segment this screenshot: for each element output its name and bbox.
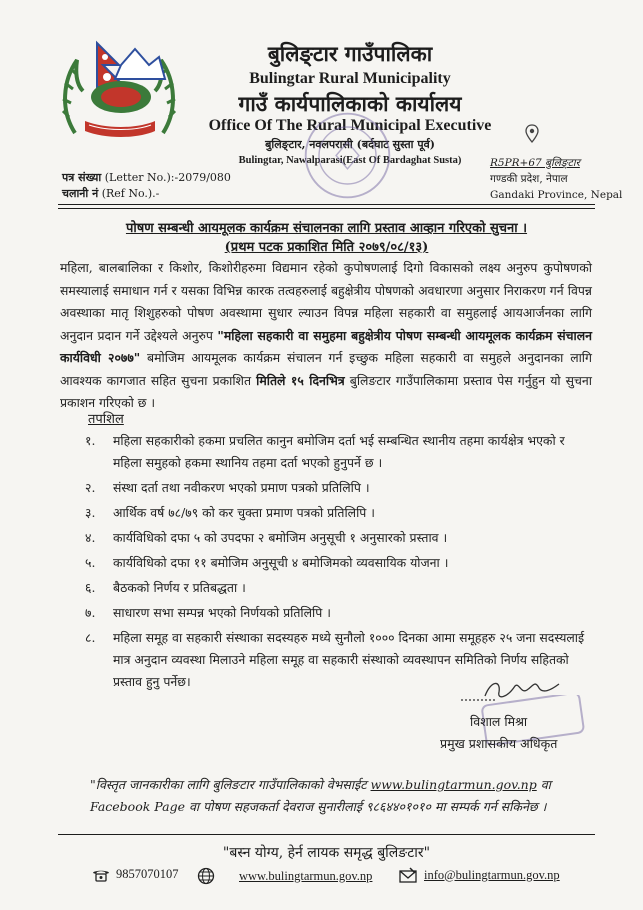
contact-email: [398, 867, 560, 883]
details-heading: तपशिल: [88, 412, 124, 427]
email-address[interactable]: info@bulingtarmun.gov.np: [424, 867, 560, 882]
signatory-title: प्रमुख प्रशासकीय अधिकृत: [440, 736, 558, 751]
notice-body: महिला, बालबालिका र किशोर, किशोरीहरुमा विद्यमान रहेको कुपोषणलाई दिगो विकासको लक्ष्य अनुरुप कुपोषणको समस्यालाई समाधान गर्न र यसका विभिन्न कारक तत्वहरुलाई बहुक्षेत्रीय पोषणको अवधारणा अनुसार निराकरण गर्न विपन्न अवस्थाका मातृ शिशुहरुको पोषण अवस्थामा सुधार ल्याउन विपन्न महिला सहकारी वा समुहलाई आयआर्जनका लागि अनुदान प्रदान गर्ने उद्देश्यले अनुरुप "महिला सहकारी वा समुहमा बहुक्षेत्रीय पोषण सम्बन्धी आयमूलक कार्यक्रम संचालन कार्यविधी २०७७" बमोजिम आयमूलक कार्यक्रम संचालन गर्न इच्छुक महिला सहकारी वा समुहले अनुदानका लागि आवश्यक कागजात सहित सुचना प्रकाशित मितिले १५ दिनभित्र बुलिङटार गाउँपालिकामा प्रस्ताव पेस गर्नुहुन यो सुचना प्रकाशन गरिएको छ ।: [60, 260, 593, 410]
location-block: [490, 155, 622, 203]
contact-phone: [92, 867, 179, 882]
program-name: "महिला सहकारी वा समुहमा बहुक्षेत्रीय पोषण सम्बन्धी आयमूलक कार्यक्रम संचालन कार्यविधी २०७७": [60, 327, 592, 365]
list-item: २. संस्था दर्ता तथा नवीकरण भएको प्रमाण पत्रको प्रतिलिपि ।: [85, 480, 370, 495]
address-np: बुलिङ्टार, नवलपरासी (बर्दघाट सुस्ता पूर्व): [265, 138, 435, 151]
reference-block: [62, 170, 231, 202]
list-item: १. महिला सहकारीको हकमा प्रचलित कानुन बमोजिम दर्ता भई सम्बन्धित स्थानीय तहमा कार्यक्षेत्र भएको र महिला समुहको हकमा स्थानिय तहमा दर्ता भएको हुनुपर्ने छ ।: [85, 433, 565, 470]
website-link[interactable]: www.bulingtarmun.gov.np: [370, 777, 537, 792]
slogan: "बस्न योग्य, हेर्न लायक समृद्ध बुलिङटार": [222, 845, 431, 861]
requirements-list: [85, 430, 595, 696]
list-item: ८. महिला समूह वा सहकारी संस्थाका सदस्यहरु मध्ये सुनौलो १००० दिनका आमा समूहहरु २५ जना सदस्यलाई मात्र अनुदान व्यवस्था मिलाउने महिला समूह वा सहकारी संस्थाको व्यवस्थापन समितिको निर्णय सहितको प्रस्ताव हुनु पर्नेछ।: [85, 630, 585, 689]
header-divider: [58, 204, 595, 205]
contact-website: [197, 867, 372, 885]
location-pin-icon: [525, 124, 539, 144]
plus-code: R5PR+67 बुलिङ्टार: [490, 157, 580, 169]
phone-icon: [92, 868, 110, 882]
notice-title: पोषण सम्बन्धी आयमूलक कार्यक्रम संचालनका लागि प्रस्ताव आव्हान गरिएको सुचना ।: [125, 221, 528, 236]
footer-divider: [58, 834, 595, 835]
list-item: ७. साधारण सभा सम्पन्न भएको निर्णयको प्रतिलिपि ।: [85, 605, 331, 620]
official-stamp-icon: [300, 108, 395, 203]
municipality-name-en: Bulingtar Rural Municipality: [249, 70, 451, 87]
address-en: Bulingtar, Nawalparasi(East Of Bardaghat Susta): [238, 155, 462, 166]
footer-note: "विस्तृत जानकारीका लागि बुलिङटार गाउँपालिकाको वेभसाईट www.bulingtarmun.gov.np वा Facebook Page वा पोषण सहजकर्ता देवराज सुनारीलाई ९८६४४०१०१० मा सम्पर्क गर्न सकिनेछ ।: [90, 777, 551, 814]
header-divider-2: [58, 208, 595, 209]
signatory-name: विशाल मिश्रा: [470, 714, 528, 729]
list-item: ६. बैठकको निर्णय र प्रतिबद्धता ।: [85, 580, 246, 595]
list-item: ५. कार्यविधिको दफा ११ बमोजिम अनुसूची ४ बमोजिमको व्यवसायिक योजना ।: [85, 555, 449, 570]
province-np: गण्डकी प्रदेश, नेपाल: [490, 173, 568, 185]
list-item: ४. कार्यविधिको दफा ५ को उपदफा २ बमोजिम अनुसूची १ अनुसारको प्रस्ताव ।: [85, 530, 448, 545]
phone-number: 9857070107: [116, 867, 179, 881]
list-item: ३. आर्थिक वर्ष ७८/७९ को कर चुक्ता प्रमाण पत्रको प्रतिलिपि ।: [85, 505, 375, 520]
office-name-np: गाउँ कार्यपालिकाको कार्यालय: [238, 91, 462, 116]
globe-icon: [197, 867, 215, 885]
municipality-name-np: बुलिङ्टार गाउँपालिका: [267, 41, 433, 66]
letter-no-label: पत्र संख्या: [62, 171, 102, 184]
deadline-text: मितिले १५ दिनभित्र: [256, 372, 345, 388]
ref-no-label: चलानी नं: [62, 187, 99, 200]
website-url[interactable]: www.bulingtarmun.gov.np: [239, 868, 373, 883]
email-icon: [398, 867, 418, 883]
office-name-en: Office Of The Rural Municipal Executive: [208, 117, 492, 134]
notice-subtitle: (प्रथम पटक प्रकाशित मिति २०७९/०८/१३): [224, 240, 429, 255]
province-en: Gandaki Province, Nepal: [490, 189, 623, 201]
letter-no-value: (Letter No.):-2079/080: [104, 171, 231, 184]
ref-no-value: (Ref No.).-: [101, 187, 160, 200]
